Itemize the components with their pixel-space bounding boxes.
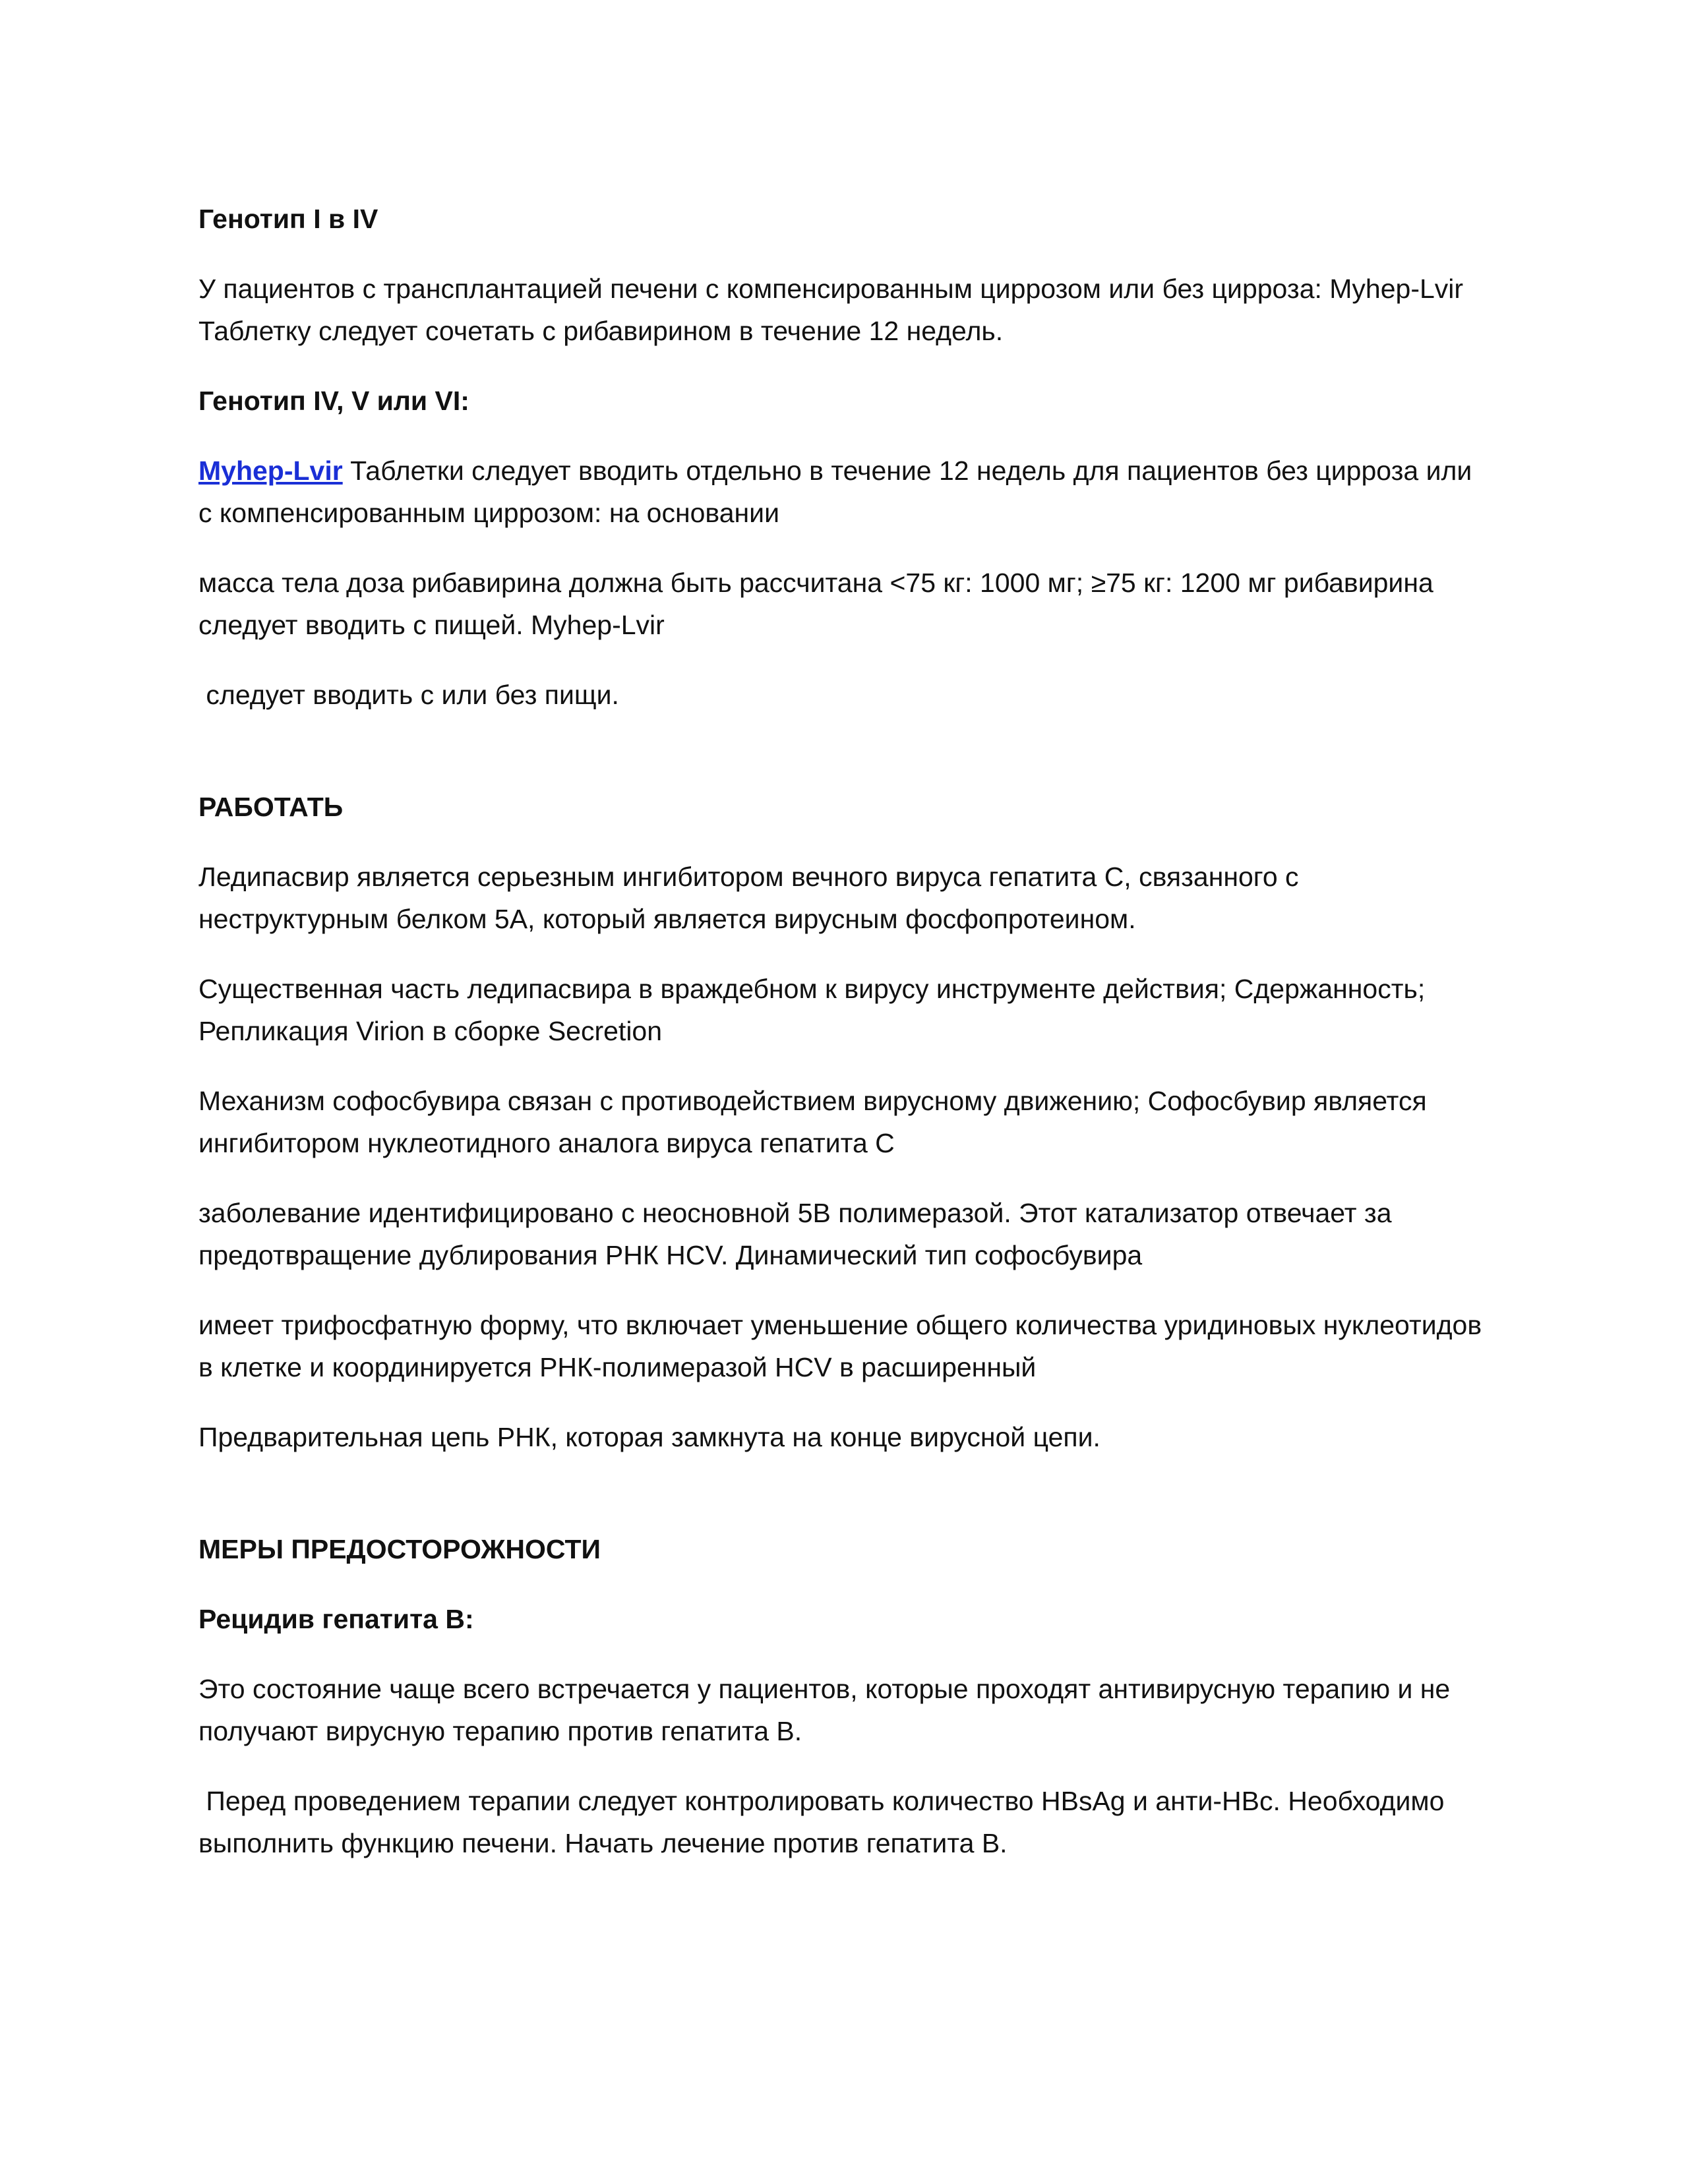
heading-genotype-4-5-6: Генотип IV, V или VI: <box>198 386 469 416</box>
heading-genotype-1-4: Генотип I в IV <box>198 204 378 234</box>
paragraph-tablets-alone <box>198 450 1491 534</box>
heading-precautions: МЕРЫ ПРЕДОСТОРОЖНОСТИ <box>198 1534 601 1564</box>
paragraph-tablets-alone-text: Таблетки следует вводить отдельно в течение 12 недель для пациентов без цирроза или с компенсированным циррозом: на основании <box>198 456 1472 528</box>
paragraph-ribavirin-dose: масса тела доза рибавирина должна быть рассчитана <75 кг: 1000 мг; ≥75 кг: 1200 мг рибавирина следует вводить с пищей. Myhep-Lvir <box>198 568 1433 640</box>
paragraph-sofosbuvir-mechanism: Механизм софосбувира связан с противодействием вирусному движению; Софосбувир является ингибитором нуклеотидного аналога вируса гепатита С <box>198 1086 1427 1158</box>
myhep-lvir-link[interactable]: Myhep-Lvir <box>198 456 343 486</box>
paragraph-rna-chain: Предварительная цепь РНК, которая замкнута на конце вирусной цепи. <box>198 1422 1100 1452</box>
paragraph-polymerase: заболевание идентифицировано с неосновной 5В полимеразой. Этот катализатор отвечает за предотвращение дублирования РНК HCV. Динамический тип софосбувира <box>198 1198 1392 1270</box>
paragraph-ledipasvir-inhibitor: Ледипасвир является серьезным ингибитором вечного вируса гепатита С, связанного с неструктурным белком 5А, который является вирусным фосфопротеином. <box>198 862 1299 934</box>
paragraph-triphosphate: имеет трифосфатную форму, что включает уменьшение общего количества уридиновых нуклеотидов в клетке и координируется РНК-полимеразой HCV в расширенный <box>198 1310 1482 1382</box>
paragraph-with-or-without-food: следует вводить с или без пищи. <box>198 680 619 710</box>
paragraph-hbsag-monitoring: Перед проведением терапии следует контролировать количество HBsAg и анти-HBc. Необходимо выполнить функцию печени. Начать лечение против гепатита В. <box>198 1786 1452 1858</box>
document-page <box>198 198 1491 1892</box>
subheading-hepatitis-b-relapse: Рецидив гепатита В: <box>198 1604 474 1634</box>
paragraph-ledipasvir-action: Существенная часть ледипасвира в враждебном к вирусу инструменте действия; Сдержанность; Репликация Virion в сборке Secretion <box>198 974 1426 1046</box>
paragraph-condition-frequency: Это состояние чаще всего встречается у пациентов, которые проходят антивирусную терапию и не получают вирусную терапию против гепатита В. <box>198 1674 1451 1746</box>
paragraph-transplant-patients: У пациентов с трансплантацией печени с компенсированным циррозом или без цирроза: Myhep-Lvir Таблетку следует сочетать с рибавирином в течение 12 недель. <box>198 274 1464 346</box>
heading-mechanism: РАБОТАТЬ <box>198 792 344 822</box>
